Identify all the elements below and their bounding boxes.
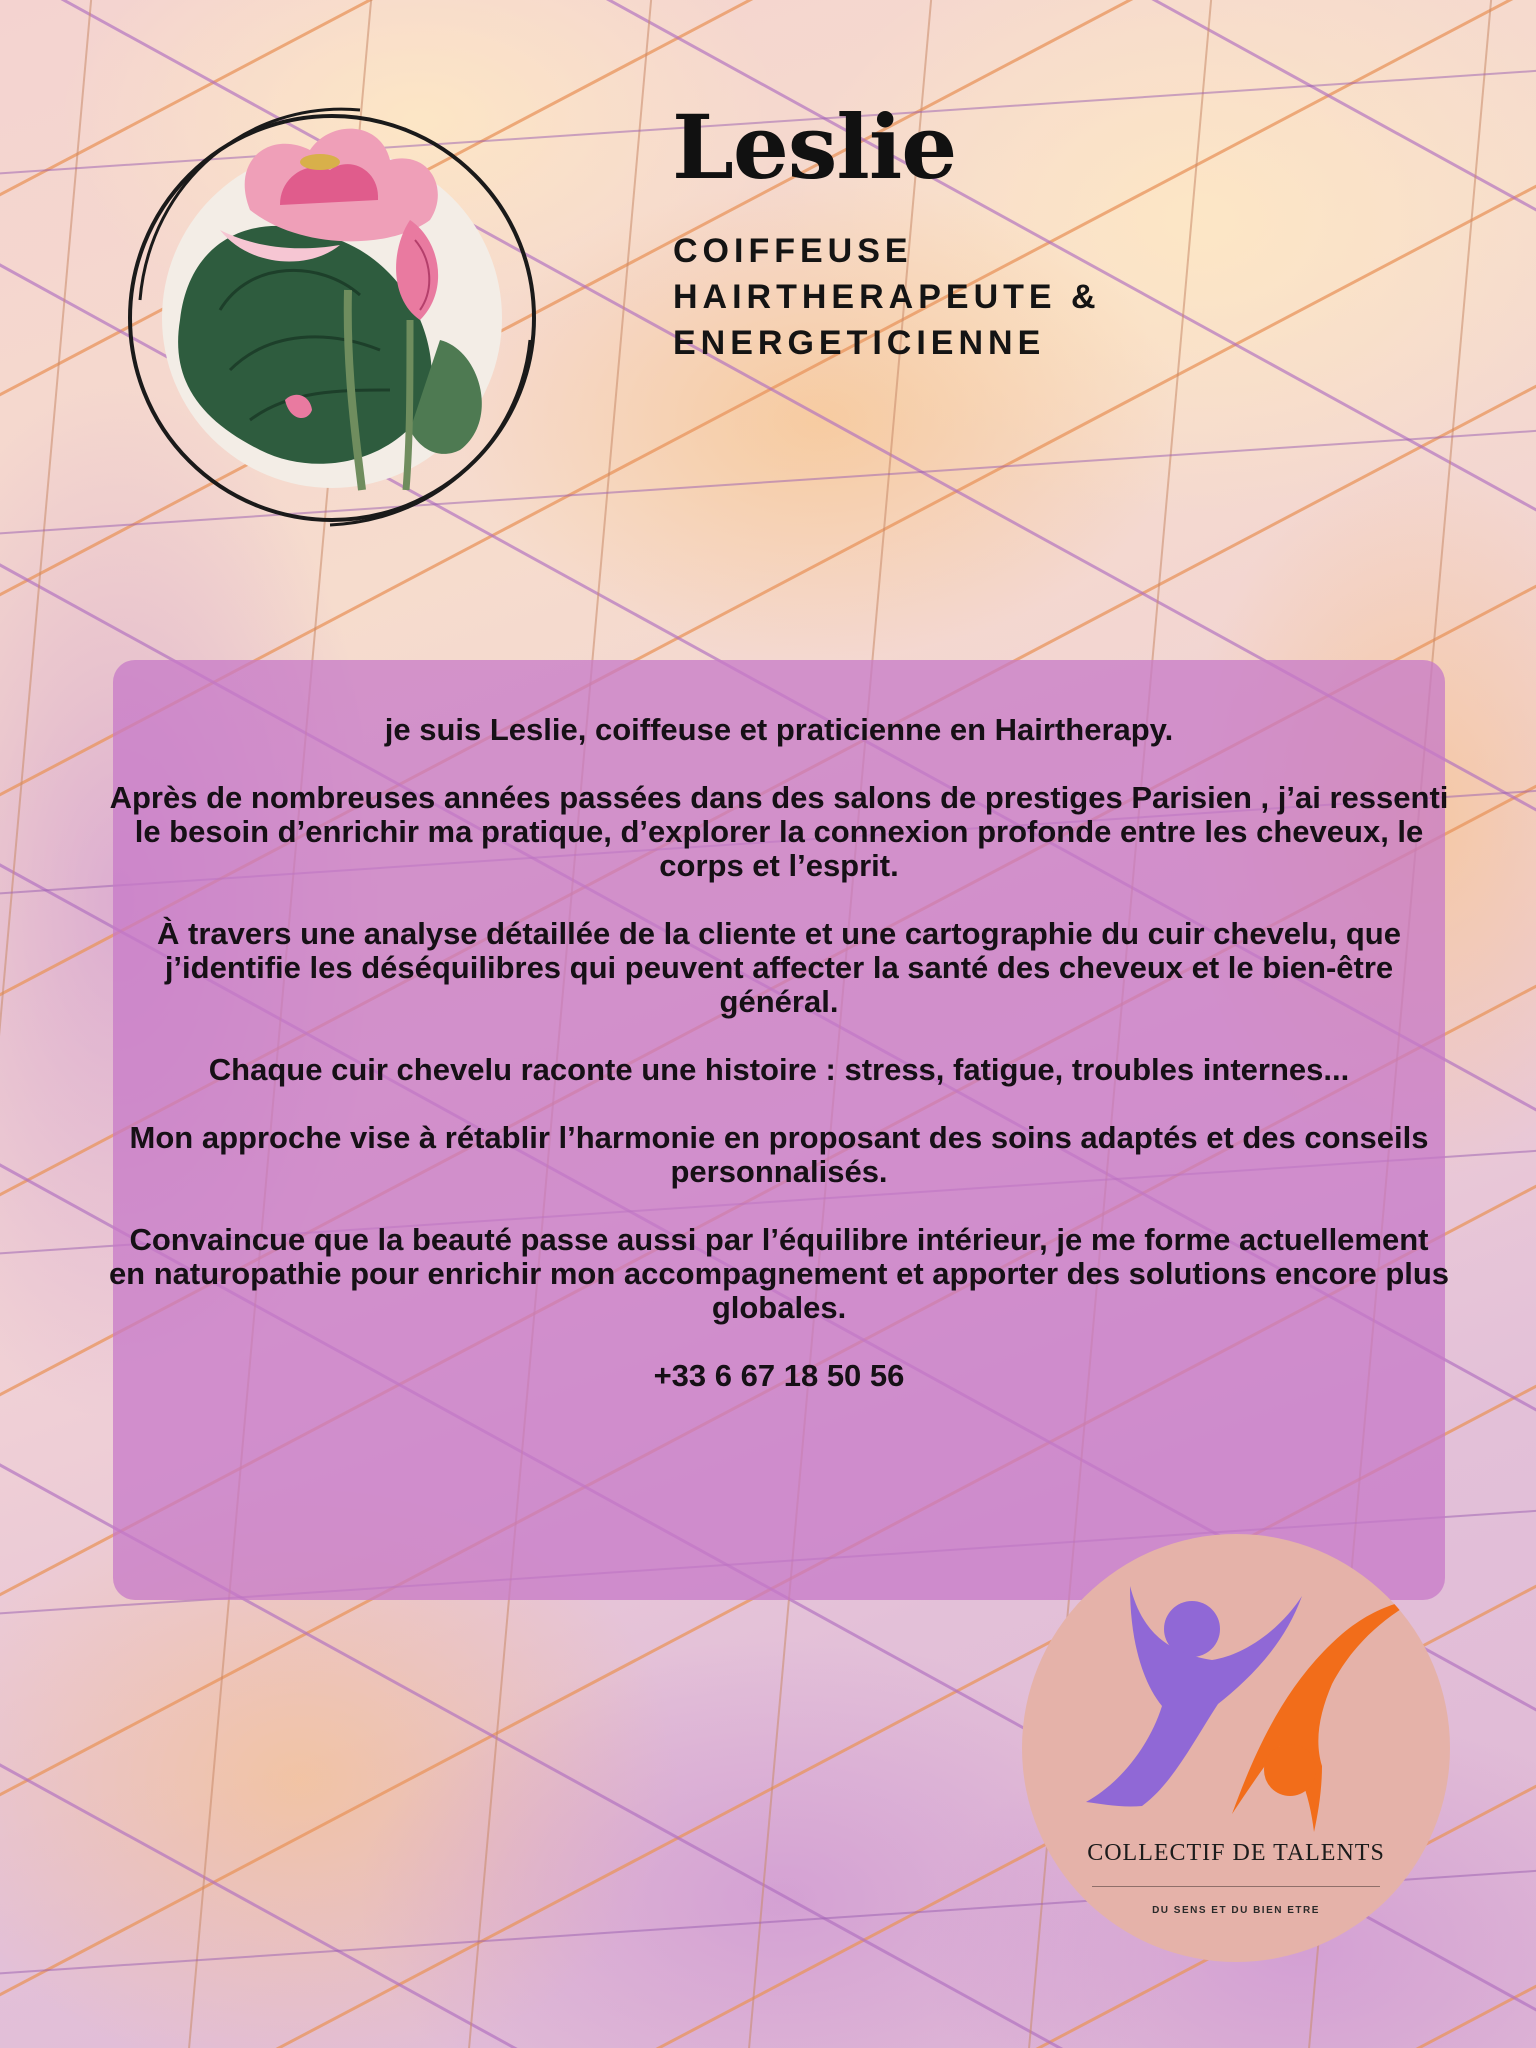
collectif-logo — [1022, 1534, 1450, 1962]
role-line: HAIRTHERAPEUTE & — [673, 278, 1101, 316]
lotus-flower-icon — [162, 129, 502, 490]
bio-paragraph: Convaincue que la beauté passe aussi par l’équilibre intérieur, je me forme actuellement en naturopathie pour enrichir mon accompagnement et apporter des solutions encore plus globales. — [108, 1222, 1450, 1325]
logo-tagline: DU SENS ET DU BIEN ETRE — [1152, 1905, 1320, 1916]
bio-paragraph: Après de nombreuses années passées dans des salons de prestiges Parisien , j’ai ressenti le besoin d’enrichir ma pratique, d’explorer la connexion profonde entre les cheveux, le corps et l’esprit. — [109, 780, 1449, 883]
bio-paragraph: je suis Leslie, coiffeuse et praticienne en Hairtherapy. — [384, 712, 1174, 747]
bio-paragraph: Mon approche vise à rétablir l’harmonie en proposant des soins adaptés et des conseils personnalisés. — [129, 1120, 1429, 1189]
bio-paragraph: Chaque cuir chevelu raconte une histoire : stress, fatigue, troubles internes... — [208, 1052, 1350, 1087]
logo-name: COLLECTIF DE TALENTS — [1087, 1840, 1385, 1866]
bio-paragraph: À travers une analyse détaillée de la cliente et une cartographie du cuir chevelu, que j’identifie les déséquilibres qui peuvent affecter la santé des cheveux et le bien-être général. — [157, 916, 1401, 1019]
dancing-figures-icon — [1022, 1534, 1450, 1962]
phone-number[interactable]: +33 6 67 18 50 56 — [653, 1358, 905, 1393]
lotus-emblem — [110, 90, 550, 540]
logo-divider — [1092, 1886, 1380, 1887]
page-title: Leslie — [672, 95, 957, 199]
bio-text — [108, 713, 1450, 1427]
role-line: COIFFEUSE — [673, 232, 913, 270]
role-line: ENERGETICIENNE — [673, 324, 1046, 362]
role-subtitle — [673, 228, 1233, 366]
